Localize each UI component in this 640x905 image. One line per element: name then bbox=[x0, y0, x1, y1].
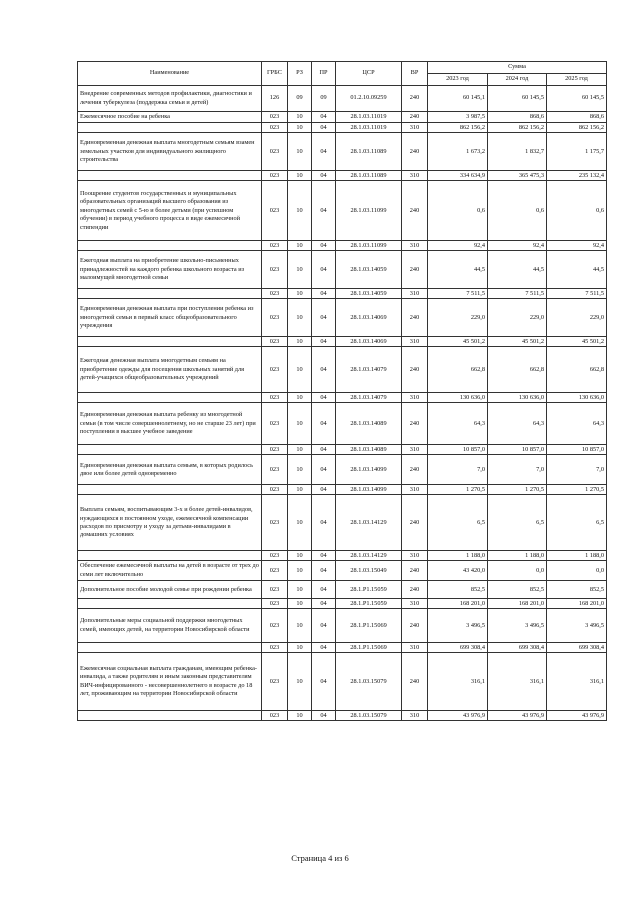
cell-vr: 240 bbox=[402, 653, 428, 711]
cell-sum-2025: 1 188,0 bbox=[547, 551, 607, 561]
table-row bbox=[78, 599, 607, 609]
cell-vr: 240 bbox=[402, 455, 428, 485]
cell-name: Ежегодная выплата на приобретение школьно-письменных принадлежностей на каждого ребенка школьного возраста из малоимущей многодетной семьи bbox=[78, 251, 262, 289]
cell-vr: 240 bbox=[402, 133, 428, 171]
cell-csr: 01.2.10.09259 bbox=[336, 86, 402, 112]
cell-grbs: 023 bbox=[262, 495, 288, 551]
cell-name: Дополнительные меры социальной поддержки многодетных семей, имеющих детей, на территории Новосибирской области bbox=[78, 609, 262, 643]
cell-name bbox=[78, 711, 262, 721]
cell-sum-2023: 44,5 bbox=[428, 251, 488, 289]
cell-csr: 28.1.03.11099 bbox=[336, 181, 402, 241]
cell-sum-2025: 7,0 bbox=[547, 455, 607, 485]
cell-name: Ежегодная денежная выплата многодетным семьям на приобретение одежды для посещения школьных занятий для детей-учащихся общеобразовательных учреждений bbox=[78, 347, 262, 393]
cell-grbs: 023 bbox=[262, 393, 288, 403]
cell-vr: 240 bbox=[402, 299, 428, 337]
col-header-grbs: ГРБС bbox=[262, 62, 288, 86]
cell-sum-2024: 1 832,7 bbox=[488, 133, 547, 171]
cell-name bbox=[78, 599, 262, 609]
cell-grbs: 023 bbox=[262, 171, 288, 181]
cell-name bbox=[78, 337, 262, 347]
cell-sum-2024: 662,8 bbox=[488, 347, 547, 393]
cell-csr: 28.1.03.14059 bbox=[336, 251, 402, 289]
cell-pr: 04 bbox=[312, 123, 336, 133]
cell-rz: 10 bbox=[288, 711, 312, 721]
cell-pr: 04 bbox=[312, 393, 336, 403]
cell-pr: 04 bbox=[312, 445, 336, 455]
cell-sum-2025: 316,1 bbox=[547, 653, 607, 711]
cell-sum-2023: 3 496,5 bbox=[428, 609, 488, 643]
cell-sum-2025: 3 496,5 bbox=[547, 609, 607, 643]
table-row bbox=[78, 181, 607, 241]
table-row bbox=[78, 561, 607, 581]
cell-csr: 28.1.03.14099 bbox=[336, 455, 402, 485]
table-body bbox=[78, 86, 607, 721]
table-row bbox=[78, 133, 607, 171]
cell-sum-2023: 662,8 bbox=[428, 347, 488, 393]
cell-sum-2023: 862 156,2 bbox=[428, 123, 488, 133]
cell-grbs: 023 bbox=[262, 643, 288, 653]
cell-rz: 10 bbox=[288, 609, 312, 643]
cell-pr: 04 bbox=[312, 299, 336, 337]
cell-pr: 09 bbox=[312, 86, 336, 112]
cell-sum-2025: 43 976,9 bbox=[547, 711, 607, 721]
cell-csr: 28.1.03.14129 bbox=[336, 495, 402, 551]
cell-vr: 240 bbox=[402, 181, 428, 241]
col-header-rz: РЗ bbox=[288, 62, 312, 86]
cell-grbs: 023 bbox=[262, 299, 288, 337]
cell-rz: 10 bbox=[288, 133, 312, 171]
cell-sum-2023: 316,1 bbox=[428, 653, 488, 711]
cell-rz: 10 bbox=[288, 241, 312, 251]
cell-grbs: 023 bbox=[262, 609, 288, 643]
table-row bbox=[78, 581, 607, 599]
cell-pr: 04 bbox=[312, 599, 336, 609]
cell-rz: 10 bbox=[288, 171, 312, 181]
cell-grbs: 023 bbox=[262, 133, 288, 171]
cell-rz: 10 bbox=[288, 251, 312, 289]
cell-name: Единовременная денежная выплата семьям, в которых родилось двое или более детей одновременно bbox=[78, 455, 262, 485]
cell-sum-2024: 10 857,0 bbox=[488, 445, 547, 455]
cell-sum-2025: 168 201,0 bbox=[547, 599, 607, 609]
cell-sum-2025: 229,0 bbox=[547, 299, 607, 337]
table-row bbox=[78, 86, 607, 112]
cell-csr: 28.1.03.11019 bbox=[336, 112, 402, 123]
table-row bbox=[78, 455, 607, 485]
cell-rz: 10 bbox=[288, 581, 312, 599]
cell-name bbox=[78, 485, 262, 495]
table-row bbox=[78, 403, 607, 445]
cell-rz: 10 bbox=[288, 561, 312, 581]
cell-sum-2025: 1 175,7 bbox=[547, 133, 607, 171]
cell-vr: 310 bbox=[402, 241, 428, 251]
table-row bbox=[78, 653, 607, 711]
col-header-year-2024: 2024 год bbox=[488, 74, 547, 86]
cell-grbs: 023 bbox=[262, 181, 288, 241]
cell-vr: 310 bbox=[402, 123, 428, 133]
cell-rz: 10 bbox=[288, 393, 312, 403]
cell-csr: 28.1.03.14089 bbox=[336, 445, 402, 455]
col-header-year-2023: 2023 год bbox=[428, 74, 488, 86]
cell-sum-2024: 0,6 bbox=[488, 181, 547, 241]
cell-sum-2023: 43 420,0 bbox=[428, 561, 488, 581]
cell-name: Единовременная денежная выплата при поступлении ребенка из многодетной семьи в первый класс общеобразовательного учреждения bbox=[78, 299, 262, 337]
cell-sum-2024: 6,5 bbox=[488, 495, 547, 551]
cell-pr: 04 bbox=[312, 403, 336, 445]
cell-sum-2025: 699 308,4 bbox=[547, 643, 607, 653]
cell-sum-2024: 1 188,0 bbox=[488, 551, 547, 561]
cell-sum-2025: 45 501,2 bbox=[547, 337, 607, 347]
cell-csr: 28.1.03.14099 bbox=[336, 485, 402, 495]
cell-csr: 28.1.03.11089 bbox=[336, 133, 402, 171]
budget-table-container bbox=[77, 61, 606, 721]
cell-csr: 28.1.03.11099 bbox=[336, 241, 402, 251]
cell-vr: 310 bbox=[402, 599, 428, 609]
cell-grbs: 023 bbox=[262, 581, 288, 599]
col-header-vr: ВР bbox=[402, 62, 428, 86]
cell-sum-2025: 0,6 bbox=[547, 181, 607, 241]
cell-sum-2024: 64,3 bbox=[488, 403, 547, 445]
cell-sum-2025: 64,3 bbox=[547, 403, 607, 445]
cell-sum-2025: 1 270,5 bbox=[547, 485, 607, 495]
table-row bbox=[78, 123, 607, 133]
cell-vr: 310 bbox=[402, 643, 428, 653]
cell-pr: 04 bbox=[312, 133, 336, 171]
table-header bbox=[78, 62, 607, 86]
table-row bbox=[78, 337, 607, 347]
cell-pr: 04 bbox=[312, 241, 336, 251]
table-row bbox=[78, 251, 607, 289]
table-row bbox=[78, 609, 607, 643]
cell-vr: 240 bbox=[402, 561, 428, 581]
cell-sum-2024: 862 156,2 bbox=[488, 123, 547, 133]
cell-sum-2023: 10 857,0 bbox=[428, 445, 488, 455]
table-row bbox=[78, 485, 607, 495]
cell-csr: 28.1.03.14089 bbox=[336, 403, 402, 445]
cell-pr: 04 bbox=[312, 289, 336, 299]
cell-pr: 04 bbox=[312, 495, 336, 551]
cell-sum-2024: 45 501,2 bbox=[488, 337, 547, 347]
cell-vr: 240 bbox=[402, 251, 428, 289]
cell-grbs: 023 bbox=[262, 123, 288, 133]
cell-sum-2025: 235 132,4 bbox=[547, 171, 607, 181]
cell-pr: 04 bbox=[312, 455, 336, 485]
cell-sum-2023: 1 270,5 bbox=[428, 485, 488, 495]
cell-name bbox=[78, 123, 262, 133]
cell-sum-2023: 229,0 bbox=[428, 299, 488, 337]
table-row bbox=[78, 347, 607, 393]
cell-grbs: 023 bbox=[262, 289, 288, 299]
cell-sum-2023: 699 308,4 bbox=[428, 643, 488, 653]
cell-sum-2024: 229,0 bbox=[488, 299, 547, 337]
cell-sum-2025: 7 511,5 bbox=[547, 289, 607, 299]
cell-pr: 04 bbox=[312, 485, 336, 495]
table-row bbox=[78, 299, 607, 337]
cell-sum-2023: 0,6 bbox=[428, 181, 488, 241]
cell-pr: 04 bbox=[312, 347, 336, 393]
cell-pr: 04 bbox=[312, 251, 336, 289]
cell-sum-2023: 7 511,5 bbox=[428, 289, 488, 299]
cell-sum-2024: 699 308,4 bbox=[488, 643, 547, 653]
cell-sum-2024: 7 511,5 bbox=[488, 289, 547, 299]
cell-sum-2023: 92,4 bbox=[428, 241, 488, 251]
cell-csr: 28.1.P1.15069 bbox=[336, 643, 402, 653]
cell-grbs: 023 bbox=[262, 403, 288, 445]
cell-sum-2023: 60 145,1 bbox=[428, 86, 488, 112]
cell-sum-2023: 7,0 bbox=[428, 455, 488, 485]
cell-pr: 04 bbox=[312, 581, 336, 599]
cell-sum-2024: 168 201,0 bbox=[488, 599, 547, 609]
table-row bbox=[78, 289, 607, 299]
cell-csr: 28.1.P1.15059 bbox=[336, 599, 402, 609]
table-row bbox=[78, 551, 607, 561]
cell-sum-2023: 852,5 bbox=[428, 581, 488, 599]
cell-sum-2025: 44,5 bbox=[547, 251, 607, 289]
cell-name: Ежемесячное пособие на ребенка bbox=[78, 112, 262, 123]
cell-name: Выплата семьям, воспитывающим 3-х и более детей-инвалидов, нуждающихся в постоянном уходе, ежемесячной компенсации расходов по присмотру и уходу за детьми-инвалидами в домашних условиях bbox=[78, 495, 262, 551]
cell-rz: 10 bbox=[288, 643, 312, 653]
cell-pr: 04 bbox=[312, 609, 336, 643]
cell-name: Единовременная денежная выплата многодетным семьям взамен земельных участков для индивидуального жилищного строительства bbox=[78, 133, 262, 171]
cell-sum-2024: 44,5 bbox=[488, 251, 547, 289]
cell-csr: 28.1.P1.15069 bbox=[336, 609, 402, 643]
cell-sum-2025: 6,5 bbox=[547, 495, 607, 551]
cell-vr: 240 bbox=[402, 112, 428, 123]
cell-csr: 28.1.03.15079 bbox=[336, 653, 402, 711]
cell-sum-2023: 6,5 bbox=[428, 495, 488, 551]
cell-pr: 04 bbox=[312, 181, 336, 241]
cell-csr: 28.1.P1.15059 bbox=[336, 581, 402, 599]
cell-grbs: 023 bbox=[262, 112, 288, 123]
table-row bbox=[78, 643, 607, 653]
cell-vr: 240 bbox=[402, 495, 428, 551]
col-header-csr: ЦСР bbox=[336, 62, 402, 86]
cell-grbs: 023 bbox=[262, 241, 288, 251]
cell-pr: 04 bbox=[312, 561, 336, 581]
cell-sum-2024: 92,4 bbox=[488, 241, 547, 251]
cell-pr: 04 bbox=[312, 643, 336, 653]
cell-sum-2024: 868,6 bbox=[488, 112, 547, 123]
cell-sum-2023: 64,3 bbox=[428, 403, 488, 445]
cell-sum-2024: 3 496,5 bbox=[488, 609, 547, 643]
cell-grbs: 023 bbox=[262, 653, 288, 711]
cell-rz: 10 bbox=[288, 289, 312, 299]
cell-rz: 10 bbox=[288, 599, 312, 609]
cell-sum-2025: 60 145,5 bbox=[547, 86, 607, 112]
cell-sum-2023: 1 188,0 bbox=[428, 551, 488, 561]
cell-sum-2024: 852,5 bbox=[488, 581, 547, 599]
cell-sum-2023: 168 201,0 bbox=[428, 599, 488, 609]
cell-rz: 10 bbox=[288, 495, 312, 551]
cell-sum-2023: 45 501,2 bbox=[428, 337, 488, 347]
cell-rz: 10 bbox=[288, 337, 312, 347]
cell-rz: 10 bbox=[288, 347, 312, 393]
cell-grbs: 023 bbox=[262, 711, 288, 721]
cell-vr: 240 bbox=[402, 347, 428, 393]
cell-sum-2024: 365 475,3 bbox=[488, 171, 547, 181]
cell-rz: 10 bbox=[288, 445, 312, 455]
cell-grbs: 023 bbox=[262, 445, 288, 455]
cell-sum-2025: 862 156,2 bbox=[547, 123, 607, 133]
cell-sum-2024: 43 976,9 bbox=[488, 711, 547, 721]
col-header-sum: Сумма bbox=[428, 62, 607, 74]
cell-name: Обеспечение ежемесячной выплаты на детей в возрасте от трех до семи лет включительно bbox=[78, 561, 262, 581]
cell-sum-2025: 852,5 bbox=[547, 581, 607, 599]
cell-rz: 09 bbox=[288, 86, 312, 112]
cell-sum-2025: 92,4 bbox=[547, 241, 607, 251]
cell-vr: 310 bbox=[402, 289, 428, 299]
cell-grbs: 023 bbox=[262, 485, 288, 495]
cell-grbs: 126 bbox=[262, 86, 288, 112]
cell-vr: 310 bbox=[402, 711, 428, 721]
cell-pr: 04 bbox=[312, 711, 336, 721]
cell-rz: 10 bbox=[288, 455, 312, 485]
cell-grbs: 023 bbox=[262, 337, 288, 347]
cell-name: Поощрение студентов государственных и муниципальных образовательных организаций высшего образования из многодетных семей с 5-ю и более детьми (при успешном обучении) в период учебного процесса в виде ежемесячной стипендии bbox=[78, 181, 262, 241]
table-row bbox=[78, 241, 607, 251]
cell-grbs: 023 bbox=[262, 561, 288, 581]
cell-name bbox=[78, 171, 262, 181]
cell-sum-2024: 0,0 bbox=[488, 561, 547, 581]
cell-sum-2025: 0,0 bbox=[547, 561, 607, 581]
table-row bbox=[78, 495, 607, 551]
cell-csr: 28.1.03.14059 bbox=[336, 289, 402, 299]
cell-rz: 10 bbox=[288, 551, 312, 561]
cell-vr: 310 bbox=[402, 393, 428, 403]
cell-name: Единовременная денежная выплата ребенку из многодетной семьи (в том числе совершеннолетнему, но не старше 23 лет) при поступлении в высшее учебное заведение bbox=[78, 403, 262, 445]
cell-sum-2024: 1 270,5 bbox=[488, 485, 547, 495]
cell-grbs: 023 bbox=[262, 251, 288, 289]
cell-name bbox=[78, 241, 262, 251]
cell-vr: 310 bbox=[402, 337, 428, 347]
cell-grbs: 023 bbox=[262, 599, 288, 609]
table-row bbox=[78, 445, 607, 455]
cell-grbs: 023 bbox=[262, 551, 288, 561]
cell-name bbox=[78, 393, 262, 403]
cell-pr: 04 bbox=[312, 653, 336, 711]
cell-sum-2023: 3 987,5 bbox=[428, 112, 488, 123]
budget-table bbox=[77, 61, 607, 721]
cell-vr: 240 bbox=[402, 581, 428, 599]
cell-sum-2024: 7,0 bbox=[488, 455, 547, 485]
cell-rz: 10 bbox=[288, 403, 312, 445]
cell-sum-2025: 130 636,0 bbox=[547, 393, 607, 403]
cell-sum-2023: 334 634,9 bbox=[428, 171, 488, 181]
cell-name bbox=[78, 445, 262, 455]
cell-name: Ежемесячная социальная выплата гражданам, имеющим ребенка-инвалида, а также родителям и иным законным представителям ВИЧ-инфицированного - несовершеннолетнего в возрасте до 18 лет, проживающим на территории Новосибирской области bbox=[78, 653, 262, 711]
col-header-year-2025: 2025 год bbox=[547, 74, 607, 86]
cell-csr: 28.1.03.14129 bbox=[336, 551, 402, 561]
cell-rz: 10 bbox=[288, 123, 312, 133]
cell-pr: 04 bbox=[312, 337, 336, 347]
cell-sum-2025: 10 857,0 bbox=[547, 445, 607, 455]
col-header-name: Наименование bbox=[78, 62, 262, 86]
cell-rz: 10 bbox=[288, 181, 312, 241]
cell-name: Внедрение современных методов профилактики, диагностики и лечения туберкулеза (поддержка семьи и детей) bbox=[78, 86, 262, 112]
cell-vr: 310 bbox=[402, 445, 428, 455]
cell-name bbox=[78, 643, 262, 653]
cell-sum-2025: 868,6 bbox=[547, 112, 607, 123]
cell-csr: 28.1.03.14069 bbox=[336, 299, 402, 337]
cell-name bbox=[78, 289, 262, 299]
cell-vr: 240 bbox=[402, 86, 428, 112]
cell-vr: 310 bbox=[402, 551, 428, 561]
cell-csr: 28.1.03.14079 bbox=[336, 347, 402, 393]
cell-rz: 10 bbox=[288, 485, 312, 495]
cell-pr: 04 bbox=[312, 112, 336, 123]
cell-sum-2023: 130 636,0 bbox=[428, 393, 488, 403]
table-row bbox=[78, 711, 607, 721]
cell-sum-2023: 1 673,2 bbox=[428, 133, 488, 171]
table-row bbox=[78, 171, 607, 181]
cell-csr: 28.1.03.11019 bbox=[336, 123, 402, 133]
cell-sum-2023: 43 976,9 bbox=[428, 711, 488, 721]
cell-sum-2025: 662,8 bbox=[547, 347, 607, 393]
cell-csr: 28.1.03.15079 bbox=[336, 711, 402, 721]
cell-rz: 10 bbox=[288, 299, 312, 337]
cell-csr: 28.1.03.14069 bbox=[336, 337, 402, 347]
cell-vr: 310 bbox=[402, 171, 428, 181]
cell-csr: 28.1.03.11089 bbox=[336, 171, 402, 181]
cell-rz: 10 bbox=[288, 653, 312, 711]
cell-vr: 240 bbox=[402, 403, 428, 445]
cell-name: Дополнительное пособие молодой семье при рождении ребенка bbox=[78, 581, 262, 599]
cell-csr: 28.1.03.14079 bbox=[336, 393, 402, 403]
cell-vr: 240 bbox=[402, 609, 428, 643]
cell-vr: 310 bbox=[402, 485, 428, 495]
cell-pr: 04 bbox=[312, 551, 336, 561]
page-number: Страница 4 из 6 bbox=[291, 853, 349, 863]
cell-name bbox=[78, 551, 262, 561]
cell-grbs: 023 bbox=[262, 347, 288, 393]
table-row bbox=[78, 393, 607, 403]
cell-pr: 04 bbox=[312, 171, 336, 181]
cell-csr: 28.1.03.15049 bbox=[336, 561, 402, 581]
cell-grbs: 023 bbox=[262, 455, 288, 485]
cell-sum-2024: 316,1 bbox=[488, 653, 547, 711]
cell-sum-2024: 60 145,5 bbox=[488, 86, 547, 112]
table-row bbox=[78, 112, 607, 123]
col-header-pr: ПР bbox=[312, 62, 336, 86]
cell-rz: 10 bbox=[288, 112, 312, 123]
cell-sum-2024: 130 636,0 bbox=[488, 393, 547, 403]
